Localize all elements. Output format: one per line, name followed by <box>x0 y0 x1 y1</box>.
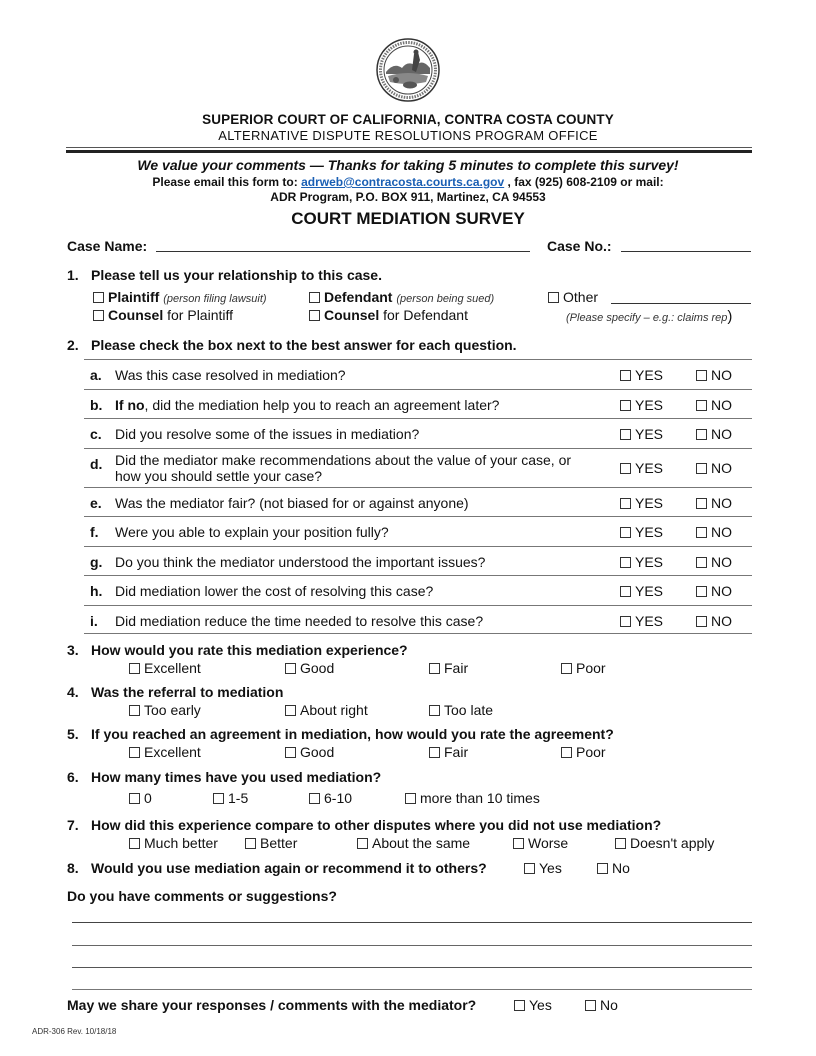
question-5: 5. If you reached an agreement in mediation, how would you rate the agreement? <box>67 726 614 742</box>
checkbox-icon[interactable] <box>696 498 707 509</box>
checkbox-icon[interactable] <box>309 292 320 303</box>
checkbox-icon[interactable] <box>524 863 535 874</box>
question-6: 6. How many times have you used mediation? <box>67 769 382 785</box>
checkbox-icon[interactable] <box>285 663 296 674</box>
q7-option-worse[interactable]: Worse <box>513 835 568 851</box>
question-8: 8. Would you use mediation again or recommend it to others? <box>67 860 487 876</box>
yes-option[interactable]: YES <box>620 460 663 476</box>
checkbox-icon[interactable] <box>309 793 320 804</box>
checkbox-icon[interactable] <box>615 838 626 849</box>
checkbox-icon[interactable] <box>285 747 296 758</box>
question-7: 7. How did this experience compare to other disputes where you did not use mediation? <box>67 817 662 833</box>
option-counsel-defendant[interactable]: Counsel for Defendant <box>309 307 468 323</box>
california-seal-icon <box>376 38 440 102</box>
q4-option-too-late[interactable]: Too late <box>429 702 493 718</box>
email-suffix: , fax (925) 608-2109 or mail: <box>507 175 664 189</box>
checkbox-icon[interactable] <box>561 663 572 674</box>
no-option[interactable]: NO <box>696 554 732 570</box>
option-counsel-plaintiff[interactable]: Counsel for Plaintiff <box>93 307 233 323</box>
checkbox-icon[interactable] <box>309 310 320 321</box>
no-option[interactable]: NO <box>696 397 732 413</box>
question-1: 1. Please tell us your relationship to this case. <box>67 267 382 283</box>
no-option[interactable]: NO <box>696 426 732 442</box>
yes-option[interactable]: YES <box>620 583 663 599</box>
q5-option-excellent[interactable]: Excellent <box>129 744 201 760</box>
form-id: ADR-306 Rev. 10/18/18 <box>32 1027 117 1036</box>
checkbox-icon[interactable] <box>620 527 631 538</box>
checkbox-icon[interactable] <box>285 705 296 716</box>
court-name: SUPERIOR COURT OF CALIFORNIA, CONTRA COSTA COUNTY <box>202 112 614 127</box>
yes-option[interactable]: YES <box>620 524 663 540</box>
option-plaintiff[interactable]: Plaintiff (person filing lawsuit) <box>93 289 267 305</box>
option-defendant[interactable]: Defendant (person being sued) <box>309 289 494 305</box>
checkbox-icon[interactable] <box>620 557 631 568</box>
table-row: c. Did you resolve some of the issues in mediation? YES NO <box>84 418 752 448</box>
q6-option-more-than-10[interactable]: more than 10 times <box>405 790 540 806</box>
comments-label: Do you have comments or suggestions? <box>67 888 337 904</box>
checkbox-icon[interactable] <box>620 498 631 509</box>
yes-no-table <box>84 359 752 634</box>
q7-option-better[interactable]: Better <box>245 835 297 851</box>
yes-option[interactable]: YES <box>620 367 663 383</box>
case-no-label: Case No.: <box>547 238 612 254</box>
office-name: ALTERNATIVE DISPUTE RESOLUTIONS PROGRAM OFFICE <box>218 128 598 143</box>
checkbox-icon[interactable] <box>696 463 707 474</box>
q6-option-6-10[interactable]: 6-10 <box>309 790 352 806</box>
question-2: 2. Please check the box next to the best answer for each question. <box>67 337 517 353</box>
option-other[interactable]: Other <box>548 289 598 305</box>
checkbox-icon[interactable] <box>129 705 140 716</box>
table-row: i. Did mediation reduce the time needed to resolve this case? YES NO <box>84 605 752 635</box>
checkbox-icon[interactable] <box>620 429 631 440</box>
q3-option-poor[interactable]: Poor <box>561 660 606 676</box>
share-option-no[interactable]: No <box>585 997 618 1013</box>
yes-option[interactable]: YES <box>620 554 663 570</box>
table-row: h. Did mediation lower the cost of resolving this case? YES NO <box>84 575 752 605</box>
other-specify-field[interactable] <box>611 290 751 304</box>
email-link[interactable]: adrweb@contracosta.courts.ca.gov <box>301 175 505 189</box>
question-4: 4. Was the referral to mediation <box>67 684 284 700</box>
email-prefix: Please email this form to: <box>152 175 298 189</box>
checkbox-icon[interactable] <box>129 793 140 804</box>
header-rule-thick <box>66 150 752 153</box>
q7-option-doesnt-apply[interactable]: Doesn't apply <box>615 835 714 851</box>
checkbox-icon[interactable] <box>620 616 631 627</box>
comment-line-4[interactable] <box>72 989 752 990</box>
q5-option-good[interactable]: Good <box>285 744 334 760</box>
share-question: May we share your responses / comments with the mediator? <box>67 997 477 1013</box>
header-rule-thin <box>66 147 752 148</box>
q6-option-0[interactable]: 0 <box>129 790 152 806</box>
no-option[interactable]: NO <box>696 524 732 540</box>
checkbox-icon[interactable] <box>245 838 256 849</box>
table-row: d. Did the mediator make recommendations about the value of your case, or how you should settle your case? YES NO <box>84 448 752 487</box>
q6-option-1-5[interactable]: 1-5 <box>213 790 248 806</box>
table-row: a. Was this case resolved in mediation? YES NO <box>84 359 752 389</box>
q5-option-fair[interactable]: Fair <box>429 744 468 760</box>
checkbox-icon[interactable] <box>129 663 140 674</box>
checkbox-icon[interactable] <box>429 747 440 758</box>
other-hint: (Please specify – e.g.: claims rep) <box>566 308 733 325</box>
case-name-field[interactable] <box>156 238 530 252</box>
checkbox-icon[interactable] <box>357 838 368 849</box>
no-option[interactable]: NO <box>696 495 732 511</box>
checkbox-icon[interactable] <box>514 1000 525 1011</box>
survey-title: COURT MEDIATION SURVEY <box>291 209 525 228</box>
q4-option-about-right[interactable]: About right <box>285 702 368 718</box>
checkbox-icon[interactable] <box>405 793 416 804</box>
table-row: f. Were you able to explain your position fully? YES NO <box>84 516 752 546</box>
q4-option-too-early[interactable]: Too early <box>129 702 201 718</box>
checkbox-icon[interactable] <box>696 557 707 568</box>
checkbox-icon[interactable] <box>129 838 140 849</box>
comment-line-3[interactable] <box>72 967 752 968</box>
checkbox-icon[interactable] <box>513 838 524 849</box>
checkbox-icon[interactable] <box>585 1000 596 1011</box>
no-option[interactable]: NO <box>696 613 732 629</box>
comment-line-2[interactable] <box>72 945 752 946</box>
contact-line <box>0 175 816 189</box>
q5-option-poor[interactable]: Poor <box>561 744 606 760</box>
checkbox-icon[interactable] <box>696 429 707 440</box>
checkbox-icon[interactable] <box>620 586 631 597</box>
checkbox-icon[interactable] <box>93 310 104 321</box>
case-name-label: Case Name: <box>67 238 148 254</box>
q3-option-good[interactable]: Good <box>285 660 334 676</box>
table-row: b. If no, did the mediation help you to reach an agreement later? YES NO <box>84 389 752 419</box>
comment-line-1[interactable] <box>72 922 752 923</box>
q3-option-fair[interactable]: Fair <box>429 660 468 676</box>
checkbox-icon[interactable] <box>696 527 707 538</box>
checkbox-icon[interactable] <box>597 863 608 874</box>
no-option[interactable]: NO <box>696 583 732 599</box>
yes-option[interactable]: YES <box>620 613 663 629</box>
checkbox-icon[interactable] <box>696 370 707 381</box>
q7-option-about-same[interactable]: About the same <box>357 835 470 851</box>
checkbox-icon[interactable] <box>129 747 140 758</box>
checkbox-icon[interactable] <box>548 292 559 303</box>
checkbox-icon[interactable] <box>620 400 631 411</box>
q3-option-excellent[interactable]: Excellent <box>129 660 201 676</box>
table-row: e. Was the mediator fair? (not biased for or against anyone) YES NO <box>84 487 752 517</box>
checkbox-icon[interactable] <box>429 663 440 674</box>
q8-option-yes[interactable]: Yes <box>524 860 562 876</box>
checkbox-icon[interactable] <box>620 463 631 474</box>
no-option[interactable]: NO <box>696 460 732 476</box>
checkbox-icon[interactable] <box>93 292 104 303</box>
yes-option[interactable]: YES <box>620 397 663 413</box>
case-no-field[interactable] <box>621 238 751 252</box>
q8-option-no[interactable]: No <box>597 860 630 876</box>
checkbox-icon[interactable] <box>696 586 707 597</box>
checkbox-icon[interactable] <box>696 400 707 411</box>
checkbox-icon[interactable] <box>429 705 440 716</box>
question-3: 3. How would you rate this mediation experience? <box>67 642 408 658</box>
no-option[interactable]: NO <box>696 367 732 383</box>
table-row: g. Do you think the mediator understood the important issues? YES NO <box>84 546 752 576</box>
tagline: We value your comments — Thanks for taking 5 minutes to complete this survey! <box>137 157 679 173</box>
yes-option[interactable]: YES <box>620 495 663 511</box>
yes-option[interactable]: YES <box>620 426 663 442</box>
checkbox-icon[interactable] <box>213 793 224 804</box>
checkbox-icon[interactable] <box>620 370 631 381</box>
q7-option-much-better[interactable]: Much better <box>129 835 218 851</box>
mailing-address: ADR Program, P.O. BOX 911, Martinez, CA 94553 <box>270 190 546 204</box>
checkbox-icon[interactable] <box>561 747 572 758</box>
checkbox-icon[interactable] <box>696 616 707 627</box>
share-option-yes[interactable]: Yes <box>514 997 552 1013</box>
